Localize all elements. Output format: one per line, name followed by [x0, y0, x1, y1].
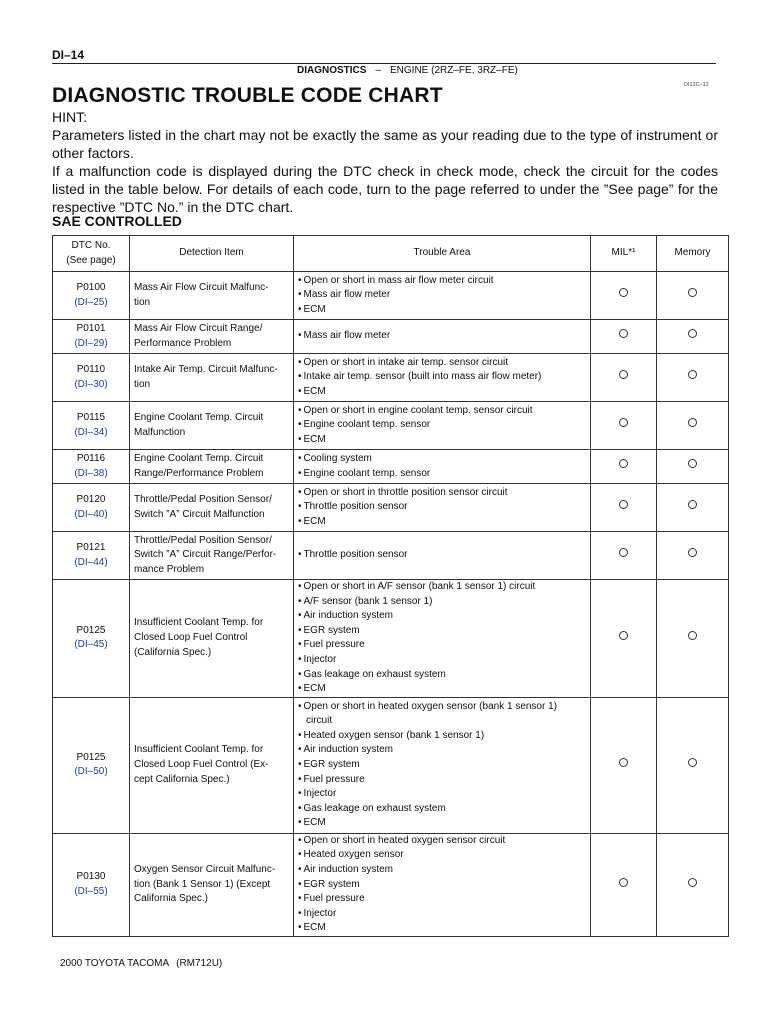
mil-cell	[591, 532, 657, 580]
detection-item-line: Performance Problem	[134, 337, 232, 349]
memory-cell	[657, 320, 729, 354]
trouble-area-line	[298, 773, 586, 788]
trouble-area-cell	[294, 450, 591, 484]
trouble-area-line	[298, 515, 586, 530]
memory-cell	[657, 402, 729, 450]
trouble-area-text: Open or short in throttle position sensor circuit	[303, 486, 508, 498]
bullet: •	[298, 773, 302, 785]
mil-cell	[591, 697, 657, 833]
trouble-area-text: ECM	[303, 385, 326, 397]
trouble-area-text: Open or short in mass air flow meter circuit	[303, 274, 494, 286]
memory-circle-icon	[688, 878, 697, 887]
table-row	[53, 272, 729, 320]
trouble-area-text: Injector	[303, 653, 337, 665]
document-code: DI12C–12	[684, 82, 709, 88]
footer-model: 2000 TOYOTA TACOMA	[60, 958, 170, 969]
bullet: •	[298, 486, 302, 498]
header-detection-item: Detection Item	[130, 236, 294, 272]
mil-cell	[591, 354, 657, 402]
trouble-area-line	[298, 892, 586, 907]
trouble-area-cell	[294, 320, 591, 354]
bullet: •	[298, 371, 302, 383]
trouble-area-text: Intake air temp. sensor (built into mass air flow meter)	[303, 371, 542, 383]
detection-item-cell	[130, 580, 294, 698]
see-page-link[interactable]: (DI–44)	[74, 556, 108, 568]
dtc-code: P0101	[76, 322, 106, 334]
trouble-area-line	[298, 638, 586, 653]
bullet: •	[298, 834, 302, 846]
trouble-area-cell	[294, 354, 591, 402]
trouble-area-line	[298, 370, 586, 385]
trouble-area-text: Throttle position sensor	[303, 549, 408, 561]
memory-circle-icon	[688, 288, 697, 297]
see-page-link[interactable]: (DI–55)	[74, 885, 108, 897]
hint-paragraph-2: If a malfunction code is displayed during the DTC check in check mode, check the circuit for the codes listed in the table below. For details of each code, turn to the page referred to under the ”See page” for the respective ”DTC No.” in the DTC chart.	[52, 163, 718, 215]
memory-cell	[657, 484, 729, 532]
hint-block	[52, 108, 718, 216]
detection-item-cell	[130, 532, 294, 580]
mil-cell	[591, 272, 657, 320]
mil-circle-icon	[619, 418, 628, 427]
trouble-area-text: Throttle position sensor	[303, 501, 408, 513]
trouble-area-line	[298, 921, 586, 936]
table-row	[53, 484, 729, 532]
trouble-area-line	[298, 595, 586, 610]
trouble-area-text: Open or short in heated oxygen sensor circuit	[303, 834, 506, 846]
trouble-area-text: ECM	[303, 303, 326, 315]
trouble-area-text: EGR system	[303, 624, 360, 636]
header-rule	[52, 63, 716, 64]
header-dtc-line1: DTC No.	[71, 239, 111, 251]
trouble-area-cell	[294, 402, 591, 450]
table-row	[53, 697, 729, 833]
detection-item-line: Oxygen Sensor Circuit Malfunc-	[134, 863, 276, 875]
detection-item-line: (California Spec.)	[134, 646, 212, 658]
trouble-area-cell	[294, 580, 591, 698]
table-row	[53, 320, 729, 354]
bullet: •	[298, 700, 302, 712]
trouble-area-line	[298, 624, 586, 639]
memory-cell	[657, 580, 729, 698]
detection-item-line: Mass Air Flow Circuit Range/	[134, 322, 263, 334]
bullet: •	[298, 515, 302, 527]
trouble-area-line	[298, 580, 586, 595]
table-row	[53, 354, 729, 402]
trouble-area-text: A/F sensor (bank 1 sensor 1)	[303, 595, 433, 607]
trouble-area-cell	[294, 833, 591, 936]
detection-item-line: Insufficient Coolant Temp. for	[134, 744, 264, 756]
memory-circle-icon	[688, 548, 697, 557]
dtc-code: P0130	[76, 871, 106, 883]
dtc-cell	[53, 354, 130, 402]
table-row	[53, 580, 729, 698]
dtc-cell	[53, 697, 130, 833]
detection-item-cell	[130, 272, 294, 320]
trouble-area-line	[298, 274, 586, 289]
bullet: •	[298, 467, 302, 479]
dtc-cell	[53, 532, 130, 580]
detection-item-line: mance Problem	[134, 563, 205, 575]
mil-cell	[591, 484, 657, 532]
bullet: •	[298, 404, 302, 416]
trouble-area-line	[298, 802, 586, 817]
bullet: •	[298, 549, 302, 561]
mil-cell	[591, 450, 657, 484]
trouble-area-text: Mass air flow meter	[303, 289, 391, 301]
mil-circle-icon	[619, 878, 628, 887]
dtc-code: P0116	[76, 452, 106, 464]
table-row	[53, 532, 729, 580]
trouble-area-line	[298, 816, 586, 831]
bullet: •	[298, 289, 302, 301]
page-title: DIAGNOSTIC TROUBLE CODE CHART	[52, 84, 443, 107]
trouble-area-continuation: circuit	[306, 715, 333, 727]
mil-cell	[591, 833, 657, 936]
table-header-row	[53, 236, 729, 272]
mil-circle-icon	[619, 370, 628, 379]
trouble-area-text: Heated oxygen sensor (bank 1 sensor 1)	[303, 729, 485, 741]
trouble-area-line	[298, 329, 586, 344]
detection-item-line: Switch ”A” Circuit Range/Perfor-	[134, 549, 277, 561]
mil-circle-icon	[619, 288, 628, 297]
mil-circle-icon	[619, 459, 628, 468]
detection-item-cell	[130, 402, 294, 450]
trouble-area-line	[298, 356, 586, 371]
memory-circle-icon	[688, 329, 697, 338]
trouble-area-text: Air induction system	[303, 863, 393, 875]
bullet: •	[298, 385, 302, 397]
detection-item-line: California Spec.)	[134, 893, 208, 905]
dtc-cell	[53, 580, 130, 698]
trouble-area-text: Fuel pressure	[303, 773, 365, 785]
section-name: DIAGNOSTICS	[297, 65, 367, 76]
dtc-cell	[53, 272, 130, 320]
hint-paragraph-1: Parameters listed in the chart may not be exactly the same as your reading due to the type of instrument or other factors.	[52, 127, 718, 161]
trouble-area-line	[298, 452, 586, 467]
bullet: •	[298, 668, 302, 680]
bullet: •	[298, 863, 302, 875]
dtc-code: P0121	[76, 541, 106, 553]
mil-cell	[591, 402, 657, 450]
memory-circle-icon	[688, 500, 697, 509]
header-dtc-line2: (See page)	[66, 254, 116, 266]
memory-circle-icon	[688, 758, 697, 767]
table-row	[53, 450, 729, 484]
memory-cell	[657, 833, 729, 936]
bullet: •	[298, 330, 302, 342]
trouble-area-text: Open or short in A/F sensor (bank 1 sensor 1) circuit	[303, 581, 536, 592]
trouble-area-text: Injector	[303, 907, 337, 919]
bullet: •	[298, 683, 302, 695]
trouble-area-line	[298, 303, 586, 318]
table-body	[53, 272, 729, 937]
trouble-area-line	[298, 288, 586, 303]
trouble-area-line	[298, 467, 586, 482]
table-row	[53, 402, 729, 450]
see-page-link[interactable]: (DI–50)	[74, 766, 108, 778]
mil-cell	[591, 580, 657, 698]
header-trouble-area: Trouble Area	[294, 236, 591, 272]
dtc-code: P0100	[76, 281, 106, 293]
bullet: •	[298, 419, 302, 431]
trouble-area-line	[298, 418, 586, 433]
trouble-area-line	[298, 878, 586, 893]
see-page-link[interactable]: (DI–29)	[74, 337, 108, 349]
trouble-area-line	[298, 668, 586, 683]
detection-item-line: tion (Bank 1 Sensor 1) (Except	[134, 878, 271, 890]
see-page-link[interactable]: (DI–45)	[74, 639, 108, 651]
trouble-area-text: Injector	[303, 788, 337, 800]
trouble-area-text: ECM	[303, 817, 326, 829]
footer	[60, 958, 222, 969]
bullet: •	[298, 744, 302, 756]
detection-item-line: Throttle/Pedal Position Sensor/	[134, 493, 272, 505]
bullet: •	[298, 624, 302, 636]
detection-item-cell	[130, 450, 294, 484]
trouble-area-line	[298, 682, 586, 697]
bullet: •	[298, 501, 302, 513]
trouble-area-text: Air induction system	[303, 610, 393, 622]
trouble-area-text: EGR system	[303, 878, 360, 890]
trouble-area-line	[298, 834, 586, 849]
trouble-area-cell	[294, 484, 591, 532]
detection-item-line: tion	[134, 378, 151, 390]
bullet: •	[298, 788, 302, 800]
memory-circle-icon	[688, 631, 697, 640]
see-page-link[interactable]: (DI–34)	[74, 426, 108, 438]
detection-item-line: Engine Coolant Temp. Circuit	[134, 452, 264, 464]
dtc-cell	[53, 833, 130, 936]
trouble-area-line	[298, 743, 586, 758]
trouble-area-line	[298, 433, 586, 448]
dtc-cell	[53, 484, 130, 532]
detection-item-line: Closed Loop Fuel Control (Ex-	[134, 758, 269, 770]
mil-circle-icon	[619, 329, 628, 338]
detection-item-cell	[130, 320, 294, 354]
memory-cell	[657, 697, 729, 833]
trouble-area-text: ECM	[303, 922, 326, 934]
trouble-area-line	[298, 729, 586, 744]
trouble-area-line	[298, 404, 586, 419]
bullet: •	[298, 595, 302, 607]
trouble-area-text: Air induction system	[303, 744, 393, 756]
memory-circle-icon	[688, 370, 697, 379]
bullet: •	[298, 817, 302, 829]
detection-item-cell	[130, 354, 294, 402]
detection-item-line: cept California Spec.)	[134, 773, 230, 785]
subsection-name: ENGINE (2RZ–FE, 3RZ–FE)	[390, 65, 518, 76]
table-row	[53, 833, 729, 936]
dtc-code: P0125	[76, 624, 106, 636]
memory-cell	[657, 532, 729, 580]
bullet: •	[298, 922, 302, 934]
trouble-area-text: Heated oxygen sensor	[303, 849, 404, 861]
detection-item-line: tion	[134, 296, 151, 308]
page-id: DI–14	[52, 48, 85, 62]
trouble-area-line	[298, 385, 586, 400]
dtc-code: P0125	[76, 751, 106, 763]
bullet: •	[298, 758, 302, 770]
bullet: •	[298, 303, 302, 315]
trouble-area-text: Fuel pressure	[303, 893, 365, 905]
trouble-area-line	[298, 700, 586, 715]
trouble-area-cell	[294, 697, 591, 833]
bullet: •	[298, 639, 302, 651]
trouble-area-text: ECM	[303, 683, 326, 695]
dtc-cell	[53, 320, 130, 354]
bullet: •	[298, 653, 302, 665]
trouble-area-text: Gas leakage on exhaust system	[303, 802, 446, 814]
trouble-area-line	[298, 609, 586, 624]
trouble-area-cell	[294, 532, 591, 580]
bullet: •	[298, 581, 302, 592]
header-memory: Memory	[657, 236, 729, 272]
dtc-cell	[53, 402, 130, 450]
detection-item-cell	[130, 697, 294, 833]
hint-label: HINT:	[52, 109, 87, 125]
trouble-area-line	[298, 500, 586, 515]
trouble-area-line	[298, 548, 586, 563]
trouble-area-text: Open or short in intake air temp. sensor circuit	[303, 356, 509, 368]
trouble-area-text: EGR system	[303, 758, 360, 770]
header-mil: MIL*¹	[591, 236, 657, 272]
see-page-link[interactable]: (DI–30)	[74, 378, 108, 390]
footer-code: (RM712U)	[176, 958, 223, 969]
memory-circle-icon	[688, 459, 697, 468]
trouble-area-text: ECM	[303, 433, 326, 445]
trouble-area-text: Gas leakage on exhaust system	[303, 668, 446, 680]
bullet: •	[298, 849, 302, 861]
detection-item-cell	[130, 484, 294, 532]
detection-item-line: Engine Coolant Temp. Circuit	[134, 411, 264, 423]
trouble-area-text: Open or short in heated oxygen sensor (bank 1 sensor 1)	[303, 700, 557, 712]
bullet: •	[298, 729, 302, 741]
mil-circle-icon	[619, 758, 628, 767]
trouble-area-text: Fuel pressure	[303, 639, 365, 651]
bullet: •	[298, 907, 302, 919]
bullet: •	[298, 433, 302, 445]
trouble-area-line	[298, 758, 586, 773]
trouble-area-text: Cooling system	[303, 452, 372, 464]
detection-item-line: Closed Loop Fuel Control	[134, 632, 248, 644]
trouble-area-line	[298, 653, 586, 668]
detection-item-line: Insufficient Coolant Temp. for	[134, 617, 264, 629]
trouble-area-text: Mass air flow meter	[303, 330, 391, 342]
bullet: •	[298, 878, 302, 890]
mil-circle-icon	[619, 500, 628, 509]
mil-circle-icon	[619, 631, 628, 640]
dtc-cell	[53, 450, 130, 484]
trouble-area-text: Engine coolant temp. sensor	[303, 467, 431, 479]
section-subtitle: SAE CONTROLLED	[52, 213, 182, 229]
memory-cell	[657, 450, 729, 484]
bullet: •	[298, 274, 302, 286]
detection-item-line: Intake Air Temp. Circuit Malfunc-	[134, 363, 278, 375]
bullet: •	[298, 802, 302, 814]
detection-item-line: Switch ”A” Circuit Malfunction	[134, 508, 265, 520]
bullet: •	[298, 893, 302, 905]
trouble-area-cell	[294, 272, 591, 320]
section-header	[297, 65, 518, 76]
bullet: •	[298, 610, 302, 622]
bullet: •	[298, 356, 302, 368]
trouble-area-line	[298, 486, 586, 501]
see-page-link[interactable]: (DI–40)	[74, 508, 108, 520]
bullet: •	[298, 452, 302, 464]
trouble-area-line	[298, 907, 586, 922]
dtc-code: P0120	[76, 493, 106, 505]
detection-item-line: Range/Performance Problem	[134, 467, 264, 479]
detection-item-cell	[130, 833, 294, 936]
mil-circle-icon	[619, 548, 628, 557]
trouble-area-text: Engine coolant temp. sensor	[303, 419, 431, 431]
detection-item-line: Mass Air Flow Circuit Malfunc-	[134, 281, 269, 293]
see-page-link[interactable]: (DI–38)	[74, 467, 108, 479]
trouble-area-line	[298, 848, 586, 863]
memory-cell	[657, 354, 729, 402]
header-dtc-no	[53, 236, 130, 272]
trouble-area-line	[298, 863, 586, 878]
detection-item-line: Throttle/Pedal Position Sensor/	[134, 534, 272, 546]
trouble-area-text: ECM	[303, 515, 326, 527]
memory-circle-icon	[688, 418, 697, 427]
dtc-code: P0115	[76, 411, 106, 423]
detection-item-line: Malfunction	[134, 426, 186, 438]
trouble-area-line	[298, 787, 586, 802]
see-page-link[interactable]: (DI–25)	[74, 296, 108, 308]
trouble-area-text: Open or short in engine coolant temp. sensor circuit	[303, 404, 533, 416]
mil-cell	[591, 320, 657, 354]
section-separator: –	[375, 65, 382, 76]
dtc-table	[52, 235, 729, 937]
memory-cell	[657, 272, 729, 320]
dtc-code: P0110	[76, 363, 106, 375]
